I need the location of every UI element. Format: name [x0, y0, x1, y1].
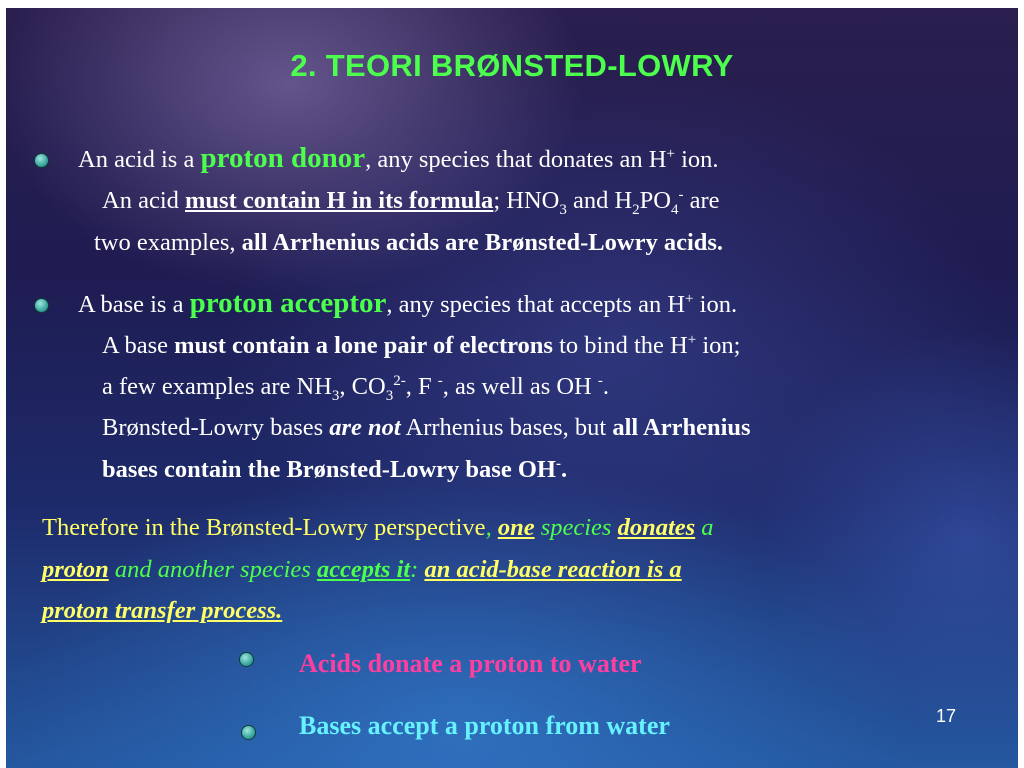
therefore-text: Therefore in the Brønsted-Lowry perspective	[42, 514, 486, 541]
therefore-line-1	[42, 513, 714, 543]
subscript: 3	[385, 387, 394, 404]
base-text: Brønsted-Lowry bases	[102, 414, 330, 441]
therefore-line-3	[42, 596, 282, 626]
proton-transfer-term: proton transfer process.	[42, 597, 283, 624]
therefore-text: ,	[485, 514, 498, 541]
base-text: A base is a	[78, 291, 190, 318]
therefore-text: :	[410, 556, 425, 583]
acid-line-3	[94, 228, 723, 258]
proton-acceptor-term: proton acceptor	[189, 287, 387, 319]
superscript: -	[437, 372, 443, 389]
acid-text: An acid	[102, 187, 185, 214]
acid-text: ion.	[674, 146, 719, 173]
base-line-4	[102, 413, 751, 443]
must-contain-h: must contain H in its formula	[185, 187, 494, 214]
acid-text: An acid is a	[78, 146, 201, 173]
acid-text: are	[683, 187, 720, 214]
subscript: 4	[670, 201, 679, 218]
therefore-text: a	[695, 514, 714, 541]
one-term: one	[497, 514, 535, 541]
superscript: -	[597, 372, 603, 389]
acid-base-reaction-term: an acid-base reaction is a	[424, 556, 682, 583]
superscript: +	[666, 145, 675, 162]
proton-term: proton	[42, 556, 109, 583]
therefore-line-2	[42, 555, 682, 585]
superscript: 2-	[393, 372, 406, 389]
base-text: , CO	[339, 373, 386, 400]
base-text: , any species that accepts an H	[386, 291, 686, 318]
base-oh-statement: bases contain the Brønsted-Lowry base OH	[102, 456, 556, 483]
base-text: .	[560, 456, 568, 483]
acid-text: ; HNO	[493, 187, 560, 214]
superscript: +	[687, 331, 697, 348]
base-text: .	[602, 373, 609, 400]
base-line-3	[102, 372, 609, 402]
acid-line-1	[78, 143, 719, 175]
acid-bullet-icon	[35, 154, 48, 167]
acid-text: PO	[639, 187, 671, 214]
lone-pair-statement: must contain a lone pair of electrons	[174, 332, 553, 359]
donates-term: donates	[617, 514, 696, 541]
therefore-text: species	[534, 514, 618, 541]
acids-donate-bullet-icon	[240, 653, 253, 666]
slide-title: 2. TEORI BRØNSTED-LOWRY	[290, 48, 734, 83]
all-arrhenius-text: all Arrhenius	[612, 414, 751, 441]
base-text: ion.	[693, 291, 738, 318]
subscript: 2	[632, 201, 640, 218]
base-text: A base	[102, 332, 175, 359]
base-line-1	[78, 288, 737, 320]
accepts-it-term: accepts it	[316, 556, 411, 583]
base-text: Arrhenius bases, but	[400, 414, 613, 441]
base-bullet-icon	[35, 299, 48, 312]
page-number: 17	[936, 706, 957, 726]
arrhenius-acids-statement: all Arrhenius acids are Brønsted-Lowry acids.	[241, 229, 724, 256]
bases-accept-bullet-icon	[242, 726, 255, 739]
therefore-text: and another species	[108, 556, 317, 583]
acid-text: , any species that donates an H	[365, 146, 667, 173]
base-text: a few examples are NH	[102, 373, 332, 400]
superscript: -	[678, 186, 684, 203]
acid-text: and H	[566, 187, 633, 214]
acids-donate-line: Acids donate a proton to water	[299, 649, 642, 678]
superscript: +	[685, 290, 694, 307]
base-text: ion;	[696, 332, 741, 359]
are-not-emphasis: are not	[329, 414, 401, 441]
base-line-5	[102, 455, 567, 485]
subscript: 3	[331, 387, 340, 404]
base-text: , F	[405, 373, 438, 400]
superscript: -	[555, 455, 561, 472]
acid-line-2	[102, 186, 720, 216]
acid-text: two examples,	[94, 229, 242, 256]
base-line-2	[102, 331, 740, 361]
bases-accept-line: Bases accept a proton from water	[299, 711, 670, 740]
slide	[6, 8, 1018, 768]
subscript: 3	[559, 201, 567, 218]
proton-donor-term: proton donor	[200, 142, 366, 174]
base-text: , as well as OH	[442, 373, 598, 400]
base-text: to bind the H	[552, 332, 688, 359]
